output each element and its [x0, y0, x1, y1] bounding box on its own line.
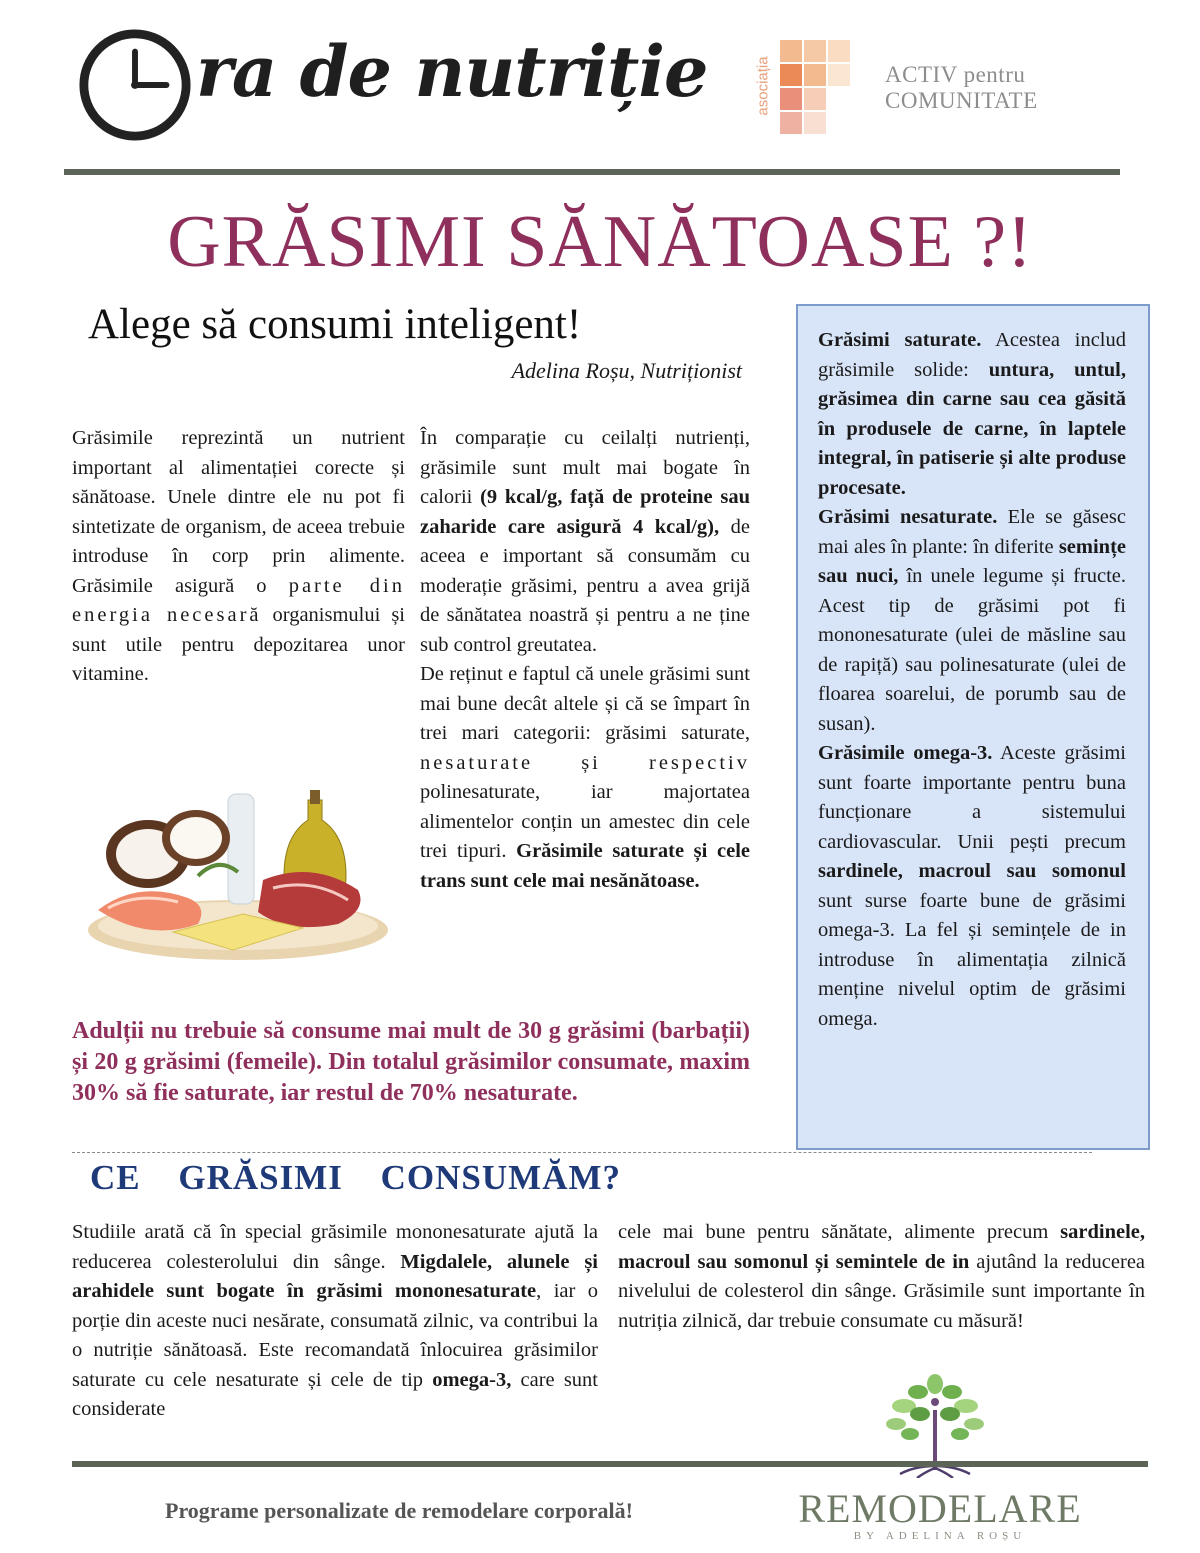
- section-text: Studiile arată că în special grăsimile mononesaturate ajută la reducerea colesterolului din sânge.: [72, 1221, 598, 1273]
- footer-divider: [72, 1461, 1148, 1467]
- omega3-fats-text: Aceste grăsimi sunt foarte importante pentru buna funcționare a sistemului cardiovascular. Unii pești precum: [818, 742, 1126, 853]
- daily-intake-callout: Adulții nu trebuie să consume mai mult de 30 g grăsimi (barbații) și 20 g grăsimi (femeile). Din totalul grăsimilor consumate, maxim 30% să fie saturate, iar restul de 70% nesaturate.: [72, 1018, 750, 1106]
- section-paragraph-right: [618, 1218, 1145, 1336]
- section-text-right-end: ajutând la reducerea nivelului de colesterol din sânge. Grăsimile sunt importante în nutriția zilnică, dar trebuie consumate cu măsură!: [618, 1250, 1146, 1332]
- association-logo-icon: [752, 38, 872, 138]
- article-author: Adelina Roșu, Nutriționist: [511, 358, 742, 383]
- association-name: [885, 62, 1038, 114]
- section-paragraph-left: [72, 1218, 598, 1425]
- unsaturated-fats-text: Ele se găsesc mai ales în plante: în diferite: [818, 506, 1126, 558]
- saturated-fats-text: Acestea includ grăsimile solide:: [818, 329, 1126, 381]
- association-name-line2: COMUNITATE: [885, 88, 1038, 113]
- omega3-fats-item: [818, 739, 1126, 1034]
- fish-seeds-highlight: sardinele, macroul sau somonul și semintele de in: [618, 1221, 1145, 1273]
- footer-tagline: Programe personalizate de remodelare corporală!: [165, 1498, 633, 1523]
- page-title: GRĂSIMI SĂNĂTOASE ?!: [167, 201, 1033, 283]
- omega3-highlight: omega-3,: [432, 1368, 512, 1391]
- comparison-section: [420, 424, 750, 896]
- section-text-end: care sunt considerate: [72, 1368, 598, 1420]
- food-illustration-image: [78, 780, 394, 970]
- intro-text-spaced: parte din energia necesară: [72, 574, 405, 626]
- unsaturated-fats-text-end: în unele legume și fructe. Acest tip de grăsimi pot fi mononesaturate (ulei de măsline sau de rapiță) sau polinesaturate (ulei de floarea soarelui, de porumb sau de susan).: [818, 565, 1126, 735]
- section-heading: CE GRĂSIMI CONSUMĂM?: [90, 1158, 621, 1197]
- omega3-fats-examples: sardinele, macroul sau somonul: [818, 860, 1126, 882]
- association-name-line1: ACTIV pentru: [885, 62, 1026, 87]
- calorie-fact: (9 kcal/g, față de proteine sau zaharide care asigură 4 kcal/g),: [420, 486, 750, 538]
- saturated-fats-heading: Grăsimi saturate.: [818, 329, 982, 351]
- section-text-mid: , iar o porție din aceste nuci nesărate, consumată zilnic, va contribui la o nutriție sănătoasă. Este recomandată înlocuirea grăsimilor saturate cu cele nesaturate și cele de tip: [72, 1280, 599, 1391]
- intro-text-end: organismului și sunt utile pentru depozitarea unor vitamine.: [72, 604, 405, 685]
- categories-text-spaced: nesaturate și respectiv: [420, 751, 750, 774]
- omega3-fats-text-end: sunt surse foarte bune de grăsimi omega-3. La fel și semințele de in introduse în alimentația zilnică menține nivelul optim de grăsimi omega.: [818, 889, 1126, 1030]
- header-divider: [64, 169, 1120, 175]
- clock-icon: [76, 26, 194, 144]
- unhealthy-fats-warning: Grăsimile saturate și cele trans sunt cele mai nesănătoase.: [420, 840, 750, 892]
- section-divider: [72, 1152, 1092, 1153]
- nuts-highlight: Migdalele, alunele și arahidele sunt bogate în grăsimi mononesaturate: [72, 1250, 598, 1302]
- fat-types-sidebar: [796, 304, 1150, 1150]
- article-subtitle: Alege să consumi inteligent!: [88, 301, 582, 348]
- association-vertical-label: asociația: [754, 56, 772, 116]
- section-text-right: cele mai bune pentru sănătate, alimente precum: [618, 1221, 1061, 1243]
- intro-paragraph: [72, 424, 405, 690]
- omega3-fats-heading: Grăsimile omega-3.: [818, 742, 993, 764]
- saturated-fats-examples: untura, untul, grăsimea din carne sau cea găsită în produsele de carne, în laptele integral, în patiserie și alte produse procesate.: [818, 358, 1127, 499]
- footer-brand: REMODELARE: [798, 1486, 1082, 1531]
- comparison-text: În comparație cu ceilalți nutrienți, grăsimile sunt mult mai bogate în calorii: [420, 427, 750, 508]
- intro-text: Grăsimile reprezintă un nutrient important al alimentației corecte și sănătoase. Unele dintre ele nu pot fi sintetizate de organism, de aceea trebuie introduse în corp prin alimente. Grăsimile asigură o: [72, 427, 405, 597]
- categories-paragraph: [420, 660, 750, 896]
- categories-text-end: polinesaturate, iar majortatea alimentelor conțin un amestec din cele trei tipuri.: [420, 781, 750, 862]
- unsaturated-fats-item: [818, 503, 1126, 739]
- categories-text: De reținut e faptul că unele grăsimi sunt mai bune decât altele și că se împart în trei mari categorii: grăsimi saturate,: [420, 663, 750, 744]
- saturated-fats-item: [818, 326, 1126, 503]
- comparison-paragraph: [420, 424, 750, 660]
- unsaturated-fats-heading: Grăsimi nesaturate.: [818, 506, 998, 528]
- footer-brand-subtitle: BY ADELINA ROȘU: [853, 1530, 1027, 1542]
- brand-title: ra de nutriție: [196, 30, 708, 113]
- comparison-text-end: de aceea e important să consumăm cu moderație grăsimi, pentru a avea grijă de sănătatea noastră și pentru a ne ține sub control greutatea.: [420, 515, 750, 656]
- unsaturated-fats-examples: semințe sau nuci,: [818, 535, 1126, 587]
